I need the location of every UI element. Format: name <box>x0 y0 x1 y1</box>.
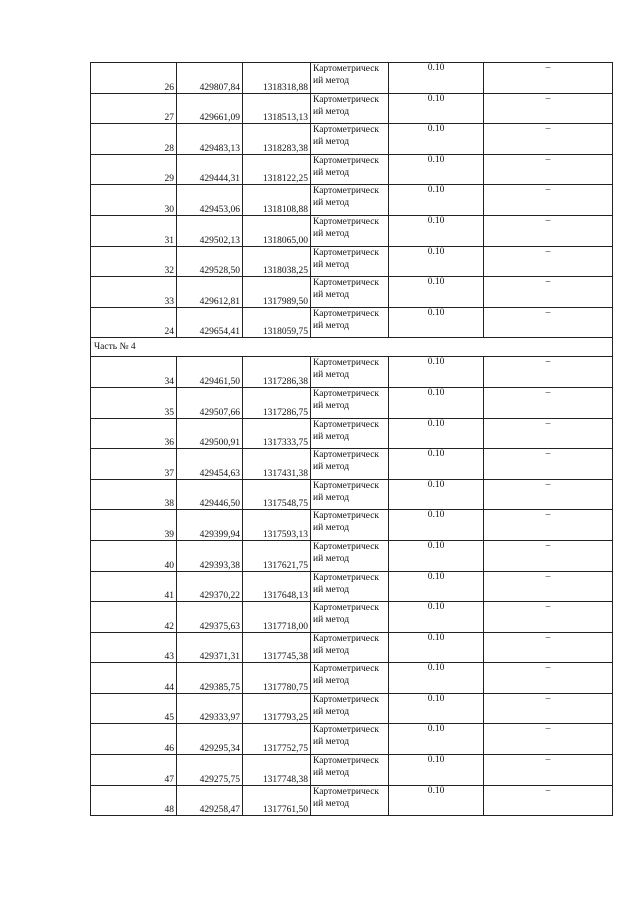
point-number-cell: 26 <box>91 63 177 94</box>
description-cell: – <box>484 571 613 602</box>
method-cell <box>311 449 389 480</box>
x-coordinate-cell: 429444,31 <box>177 154 243 185</box>
y-coordinate-cell: 1317548,75 <box>243 479 311 510</box>
accuracy-cell: 0.10 <box>389 571 484 602</box>
x-coordinate-cell: 429371,31 <box>177 632 243 663</box>
method-cell <box>311 602 389 633</box>
y-coordinate-cell: 1317780,75 <box>243 663 311 694</box>
method-text-line-2: ий метод <box>313 492 350 503</box>
method-text-line-2: ий метод <box>313 706 350 717</box>
point-number-cell: 37 <box>91 449 177 480</box>
y-coordinate-cell: 1318108,88 <box>243 185 311 216</box>
y-coordinate-cell: 1317718,00 <box>243 602 311 633</box>
table-row <box>91 63 613 94</box>
point-number-cell: 40 <box>91 540 177 571</box>
method-text-line-2: ий метод <box>313 228 350 239</box>
description-cell: – <box>484 277 613 308</box>
x-coordinate-cell: 429258,47 <box>177 785 243 816</box>
point-number-cell: 41 <box>91 571 177 602</box>
method-cell <box>311 307 389 338</box>
point-number-cell: 39 <box>91 510 177 541</box>
description-cell: – <box>484 93 613 124</box>
description-cell: – <box>484 185 613 216</box>
method-text-line-2: ий метод <box>313 167 350 178</box>
table-row <box>91 124 613 155</box>
table-row <box>91 510 613 541</box>
method-cell <box>311 124 389 155</box>
method-text-line-1: Картометрическ <box>313 541 380 552</box>
method-text-line-1: Картометрическ <box>313 419 380 430</box>
table-row <box>91 663 613 694</box>
method-text-line-2: ий метод <box>313 259 350 270</box>
description-cell: – <box>484 632 613 663</box>
x-coordinate-cell: 429295,34 <box>177 724 243 755</box>
point-number-cell: 28 <box>91 124 177 155</box>
method-text-line-1: Картометрическ <box>313 756 380 767</box>
x-coordinate-cell: 429393,38 <box>177 540 243 571</box>
method-text-line-1: Картометрическ <box>313 247 380 258</box>
method-cell <box>311 724 389 755</box>
method-text-line-1: Картометрическ <box>313 94 380 105</box>
rows-before-section <box>91 63 613 338</box>
description-cell: – <box>484 418 613 449</box>
description-cell: – <box>484 724 613 755</box>
table-row <box>91 93 613 124</box>
x-coordinate-cell: 429807,84 <box>177 63 243 94</box>
accuracy-cell: 0.10 <box>389 602 484 633</box>
method-text-line-2: ий метод <box>313 676 350 687</box>
accuracy-cell: 0.10 <box>389 124 484 155</box>
description-cell: – <box>484 693 613 724</box>
method-text-line-1: Картометрическ <box>313 633 380 644</box>
accuracy-cell: 0.10 <box>389 510 484 541</box>
method-text-line-2: ий метод <box>313 737 350 748</box>
description-cell: – <box>484 663 613 694</box>
accuracy-cell: 0.10 <box>389 357 484 388</box>
method-text-line-1: Картометрическ <box>313 388 380 399</box>
method-cell <box>311 93 389 124</box>
description-cell: – <box>484 785 613 816</box>
point-number-cell: 48 <box>91 785 177 816</box>
table-row <box>91 387 613 418</box>
point-number-cell: 35 <box>91 387 177 418</box>
method-cell <box>311 387 389 418</box>
accuracy-cell: 0.10 <box>389 387 484 418</box>
y-coordinate-cell: 1317286,75 <box>243 387 311 418</box>
x-coordinate-cell: 429483,13 <box>177 124 243 155</box>
x-coordinate-cell: 429370,22 <box>177 571 243 602</box>
method-text-line-1: Картометрическ <box>313 358 380 369</box>
description-cell: – <box>484 63 613 94</box>
x-coordinate-cell: 429275,75 <box>177 755 243 786</box>
description-cell: – <box>484 357 613 388</box>
section-header-group <box>91 338 613 357</box>
y-coordinate-cell: 1317648,13 <box>243 571 311 602</box>
method-cell <box>311 246 389 277</box>
table-row <box>91 540 613 571</box>
table-row <box>91 185 613 216</box>
accuracy-cell: 0.10 <box>389 246 484 277</box>
method-text-line-1: Картометрическ <box>313 725 380 736</box>
table-row <box>91 357 613 388</box>
description-cell: – <box>484 124 613 155</box>
method-cell <box>311 663 389 694</box>
point-number-cell: 44 <box>91 663 177 694</box>
point-number-cell: 27 <box>91 93 177 124</box>
y-coordinate-cell: 1317761,50 <box>243 785 311 816</box>
method-text-line-1: Картометрическ <box>313 125 380 136</box>
y-coordinate-cell: 1318283,38 <box>243 124 311 155</box>
point-number-cell: 36 <box>91 418 177 449</box>
y-coordinate-cell: 1318038,25 <box>243 246 311 277</box>
y-coordinate-cell: 1318059,75 <box>243 307 311 338</box>
point-number-cell: 38 <box>91 479 177 510</box>
method-text-line-2: ий метод <box>313 462 350 473</box>
description-cell: – <box>484 755 613 786</box>
accuracy-cell: 0.10 <box>389 693 484 724</box>
table-row <box>91 785 613 816</box>
method-text-line-2: ий метод <box>313 431 350 442</box>
method-cell <box>311 357 389 388</box>
point-number-cell: 32 <box>91 246 177 277</box>
table-row <box>91 154 613 185</box>
description-cell: – <box>484 246 613 277</box>
y-coordinate-cell: 1317793,25 <box>243 693 311 724</box>
table-row <box>91 449 613 480</box>
method-text-line-1: Картометрическ <box>313 786 380 797</box>
method-text-line-1: Картометрическ <box>313 308 380 319</box>
method-text-line-2: ий метод <box>313 645 350 656</box>
method-cell <box>311 632 389 663</box>
accuracy-cell: 0.10 <box>389 93 484 124</box>
point-number-cell: 31 <box>91 215 177 246</box>
rows-after-section <box>91 357 613 816</box>
description-cell: – <box>484 510 613 541</box>
method-cell <box>311 540 389 571</box>
x-coordinate-cell: 429612,81 <box>177 277 243 308</box>
point-number-cell: 47 <box>91 755 177 786</box>
x-coordinate-cell: 429454,63 <box>177 449 243 480</box>
table-row <box>91 693 613 724</box>
x-coordinate-cell: 429500,91 <box>177 418 243 449</box>
method-text-line-2: ий метод <box>313 584 350 595</box>
x-coordinate-cell: 429461,50 <box>177 357 243 388</box>
accuracy-cell: 0.10 <box>389 724 484 755</box>
method-cell <box>311 154 389 185</box>
y-coordinate-cell: 1318318,88 <box>243 63 311 94</box>
method-text-line-2: ий метод <box>313 76 350 86</box>
description-cell: – <box>484 307 613 338</box>
method-text-line-2: ий метод <box>313 137 350 148</box>
accuracy-cell: 0.10 <box>389 479 484 510</box>
accuracy-cell: 0.10 <box>389 449 484 480</box>
point-number-cell: 29 <box>91 154 177 185</box>
description-cell: – <box>484 540 613 571</box>
point-number-cell: 46 <box>91 724 177 755</box>
table-row <box>91 307 613 338</box>
y-coordinate-cell: 1317286,38 <box>243 357 311 388</box>
method-text-line-2: ий метод <box>313 320 350 331</box>
x-coordinate-cell: 429333,97 <box>177 693 243 724</box>
x-coordinate-cell: 429446,50 <box>177 479 243 510</box>
point-number-cell: 34 <box>91 357 177 388</box>
y-coordinate-cell: 1317752,75 <box>243 724 311 755</box>
accuracy-cell: 0.10 <box>389 185 484 216</box>
accuracy-cell: 0.10 <box>389 418 484 449</box>
accuracy-cell: 0.10 <box>389 785 484 816</box>
table-row <box>91 571 613 602</box>
method-cell <box>311 215 389 246</box>
section-row <box>91 338 613 357</box>
method-text-line-2: ий метод <box>313 106 350 117</box>
method-text-line-2: ий метод <box>313 553 350 564</box>
method-text-line-2: ий метод <box>313 615 350 626</box>
table-row <box>91 755 613 786</box>
method-cell <box>311 755 389 786</box>
table-row <box>91 418 613 449</box>
method-cell <box>311 418 389 449</box>
description-cell: – <box>484 479 613 510</box>
method-text-line-1: Картометрическ <box>313 694 380 705</box>
method-text-line-1: Картометрическ <box>313 64 380 74</box>
method-text-line-2: ий метод <box>313 400 350 411</box>
accuracy-cell: 0.10 <box>389 154 484 185</box>
accuracy-cell: 0.10 <box>389 663 484 694</box>
y-coordinate-cell: 1318513,13 <box>243 93 311 124</box>
method-text-line-1: Картометрическ <box>313 511 380 522</box>
y-coordinate-cell: 1318122,25 <box>243 154 311 185</box>
accuracy-cell: 0.10 <box>389 755 484 786</box>
method-text-line-1: Картометрическ <box>313 216 380 227</box>
method-text-line-2: ий метод <box>313 523 350 534</box>
y-coordinate-cell: 1317745,38 <box>243 632 311 663</box>
section-label: Часть № 4 <box>91 338 613 357</box>
method-cell <box>311 63 389 94</box>
y-coordinate-cell: 1318065,00 <box>243 215 311 246</box>
point-number-cell: 24 <box>91 307 177 338</box>
description-cell: – <box>484 387 613 418</box>
table-row <box>91 246 613 277</box>
accuracy-cell: 0.10 <box>389 540 484 571</box>
x-coordinate-cell: 429502,13 <box>177 215 243 246</box>
table-row <box>91 602 613 633</box>
x-coordinate-cell: 429399,94 <box>177 510 243 541</box>
x-coordinate-cell: 429453,06 <box>177 185 243 216</box>
point-number-cell: 42 <box>91 602 177 633</box>
description-cell: – <box>484 215 613 246</box>
method-text-line-1: Картометрическ <box>313 186 380 197</box>
accuracy-cell: 0.10 <box>389 63 484 94</box>
method-text-line-2: ий метод <box>313 798 350 809</box>
method-text-line-1: Картометрическ <box>313 572 380 583</box>
point-number-cell: 45 <box>91 693 177 724</box>
method-text-line-1: Картометрическ <box>313 450 380 461</box>
table-row <box>91 724 613 755</box>
method-cell <box>311 785 389 816</box>
x-coordinate-cell: 429375,63 <box>177 602 243 633</box>
y-coordinate-cell: 1317593,13 <box>243 510 311 541</box>
method-text-line-2: ий метод <box>313 768 350 779</box>
method-cell <box>311 277 389 308</box>
accuracy-cell: 0.10 <box>389 307 484 338</box>
coordinates-table <box>90 62 613 816</box>
method-text-line-1: Картометрическ <box>313 155 380 166</box>
method-text-line-1: Картометрическ <box>313 603 380 614</box>
point-number-cell: 30 <box>91 185 177 216</box>
y-coordinate-cell: 1317989,50 <box>243 277 311 308</box>
method-text-line-2: ий метод <box>313 290 350 301</box>
method-cell <box>311 479 389 510</box>
x-coordinate-cell: 429654,41 <box>177 307 243 338</box>
y-coordinate-cell: 1317431,38 <box>243 449 311 480</box>
method-cell <box>311 510 389 541</box>
y-coordinate-cell: 1317621,75 <box>243 540 311 571</box>
x-coordinate-cell: 429528,50 <box>177 246 243 277</box>
method-text-line-1: Картометрическ <box>313 278 380 289</box>
table-row <box>91 479 613 510</box>
accuracy-cell: 0.10 <box>389 277 484 308</box>
method-text-line-1: Картометрическ <box>313 480 380 491</box>
description-cell: – <box>484 449 613 480</box>
accuracy-cell: 0.10 <box>389 215 484 246</box>
method-cell <box>311 571 389 602</box>
method-text-line-2: ий метод <box>313 198 350 209</box>
y-coordinate-cell: 1317748,38 <box>243 755 311 786</box>
table-row <box>91 632 613 663</box>
point-number-cell: 43 <box>91 632 177 663</box>
table-row <box>91 277 613 308</box>
point-number-cell: 33 <box>91 277 177 308</box>
method-cell <box>311 693 389 724</box>
x-coordinate-cell: 429661,09 <box>177 93 243 124</box>
description-cell: – <box>484 602 613 633</box>
method-text-line-2: ий метод <box>313 370 350 381</box>
method-text-line-1: Картометрическ <box>313 664 380 675</box>
method-cell <box>311 185 389 216</box>
x-coordinate-cell: 429507,66 <box>177 387 243 418</box>
table-row <box>91 215 613 246</box>
description-cell: – <box>484 154 613 185</box>
y-coordinate-cell: 1317333,75 <box>243 418 311 449</box>
x-coordinate-cell: 429385,75 <box>177 663 243 694</box>
accuracy-cell: 0.10 <box>389 632 484 663</box>
